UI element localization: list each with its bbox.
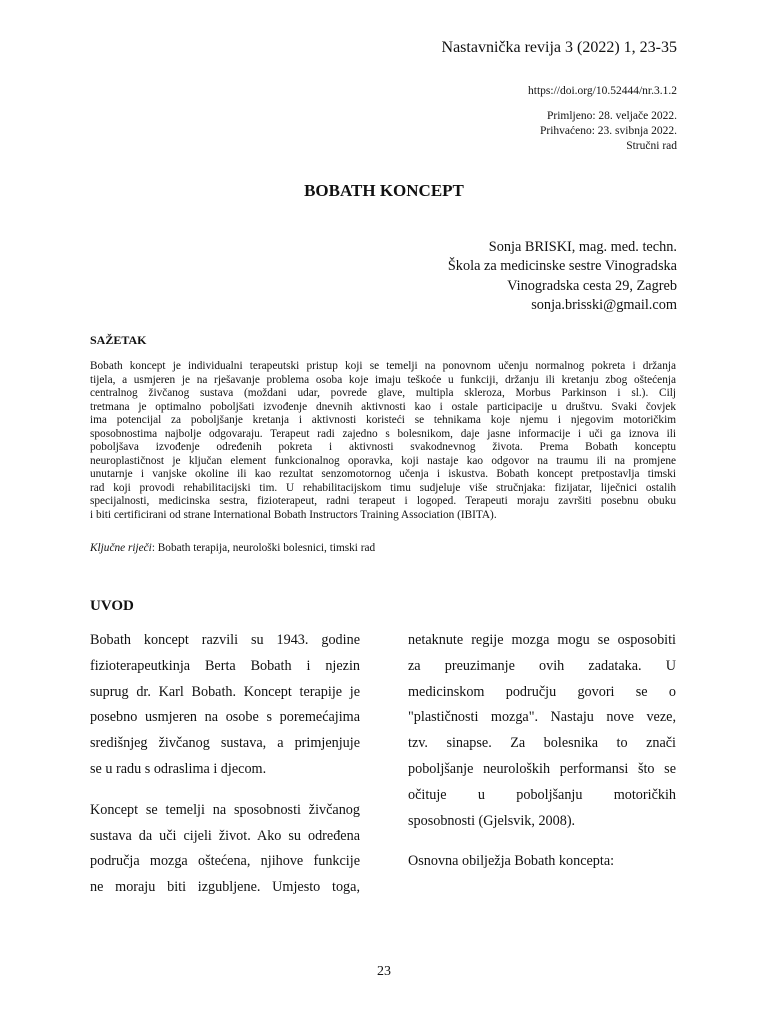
author-email[interactable]: sonja.brisski@gmail.com bbox=[531, 296, 677, 313]
text-line: područja mozga oštećena, njihove funkcije bbox=[90, 853, 360, 870]
keywords-label: Ključne riječi bbox=[90, 542, 152, 554]
text-line: središnjeg živčanog sustava, a primjenjuje bbox=[90, 735, 360, 752]
accepted-date: Prihvaćeno: 23. svibnja 2022. bbox=[539, 125, 677, 137]
text-line: sposobnosti (Gjelsvik, 2008). bbox=[408, 812, 576, 829]
journal-citation: Nastavnička revija 3 (2022) 1, 23-35 bbox=[441, 39, 677, 56]
text-line: sustava da uči cijeli život. Ako su određena bbox=[90, 827, 360, 844]
author-name: Sonja BRISKI, mag. med. techn. bbox=[488, 239, 677, 255]
text-line: ne moraju biti izgubljene. Umjesto toga, bbox=[90, 879, 360, 896]
abstract-line: rad koji provodi rehabilitacijski tim. U rehabilitacijskom timu sudjeluje više stručnjaka: fizijatar, liječnici ostalih bbox=[90, 481, 676, 494]
doi-link[interactable]: https://doi.org/10.52444/nr.3.1.2 bbox=[528, 85, 677, 97]
paragraph bbox=[90, 798, 360, 901]
abstract-line: ima potencijal za poboljšanje kretanja i aktivnosti koristeći se tehnikama koje njemu i njegovim motoričkim bbox=[90, 414, 676, 426]
text-line: "plastičnosti mozga". Nastaju nove veze, bbox=[408, 709, 676, 726]
text-line: očituje u poboljšanju motoričkih bbox=[408, 786, 676, 803]
text-line: posebno usmjeren na osobe s poremećajima bbox=[90, 709, 360, 726]
paragraph bbox=[90, 628, 360, 783]
keywords bbox=[90, 541, 676, 555]
text-line: se u radu s odraslima i djecom. bbox=[90, 760, 267, 777]
article-meta bbox=[528, 84, 677, 154]
abstract-line: Bobath koncept je individualni terapeutski pristup koji se temelji na ponovnom učenju normalnog pokreta i držanja bbox=[90, 360, 676, 372]
abstract-line: unutarnje i vanjske okoline ili kao rezultat senzomotornog učenja i iskustva. Bobath koncept pretpostavlja timski bbox=[90, 468, 676, 480]
text-line: netaknute regije mozga mogu se osposobiti bbox=[408, 632, 676, 648]
abstract-line: sposobnostima najbolje odgovaraju. Terapeut radi zajedno s bolesnikom, daje jasne informacije i uči ga iznova ili bbox=[90, 427, 676, 440]
text-line: Koncept se temelji na sposobnosti živčanog bbox=[90, 801, 360, 818]
text-line: fizioterapeutkinja Berta Bobath i njezin bbox=[90, 657, 360, 674]
paragraph bbox=[408, 628, 676, 834]
author-institution: Škola za medicinske sestre Vinogradska bbox=[447, 258, 677, 275]
text-line: Osnovna obilježja Bobath koncepta: bbox=[408, 853, 615, 870]
abstract-line: tretmana je optimalno poboljšati izvođenje dnevnih aktivnosti kao i ostale participacije u društvu. Svaki čovjek bbox=[90, 400, 676, 413]
section-heading: UVOD bbox=[90, 598, 134, 614]
text-line: Bobath koncept razvili su 1943. godine bbox=[90, 632, 360, 648]
article-type: Stručni rad bbox=[626, 140, 677, 152]
text-line: medicinskom području govori se o bbox=[408, 683, 676, 700]
abstract-heading: SAŽETAK bbox=[90, 333, 147, 347]
text-line: tzv. sinapse. Za bolesnika to znači bbox=[408, 735, 676, 752]
author-block bbox=[448, 238, 677, 315]
author-address: Vinogradska cesta 29, Zagreb bbox=[507, 277, 677, 294]
page-number: 23 bbox=[377, 964, 391, 979]
article-title: BOBATH KONCEPT bbox=[304, 181, 464, 200]
abstract-body bbox=[90, 360, 676, 522]
abstract-line: tijela, a usmjeren je na rješavanje problema osoba koje imaju teškoće u funkciji, držanju ili kretanju zbog oštećenja bbox=[90, 373, 676, 386]
text-line: poboljšanje neuroloških performansi što se bbox=[408, 760, 676, 777]
keywords-text: : Bobath terapija, neurološki bolesnici, timski rad bbox=[151, 542, 376, 554]
abstract-line: i biti certificirani od strane International Bobath Instructors Training Association (IBITA). bbox=[90, 508, 497, 521]
abstract-line: centralnog živčanog sustava (moždani udar, povrede glave, multipla skleroza, Morbus Parkinson i sl.). Cilj bbox=[90, 387, 676, 399]
abstract-line: neuroplastičnost je ključan element funkcionalnog oporavka, koji nastaje kao odgovor na traumu ili na promjene bbox=[90, 454, 676, 467]
right-column bbox=[408, 628, 676, 890]
text-line: suprug dr. Karl Bobath. Koncept terapije je bbox=[90, 683, 360, 700]
text-line: za preuzimanje ovih zadataka. U bbox=[408, 657, 676, 674]
received-date: Primljeno: 28. veljače 2022. bbox=[547, 110, 677, 122]
abstract-line: poboljšava izvođenje određenih pokreta i aktivnosti svakodnevnog života. Prema Bobath konceptu bbox=[90, 441, 676, 453]
abstract-line: specijalnosti, medicinska sestra, fizioterapeut, radni terapeut i logoped. Terapeuti moraju završiti posebnu obuku bbox=[90, 495, 676, 507]
left-column bbox=[90, 628, 360, 916]
paragraph bbox=[408, 849, 676, 875]
